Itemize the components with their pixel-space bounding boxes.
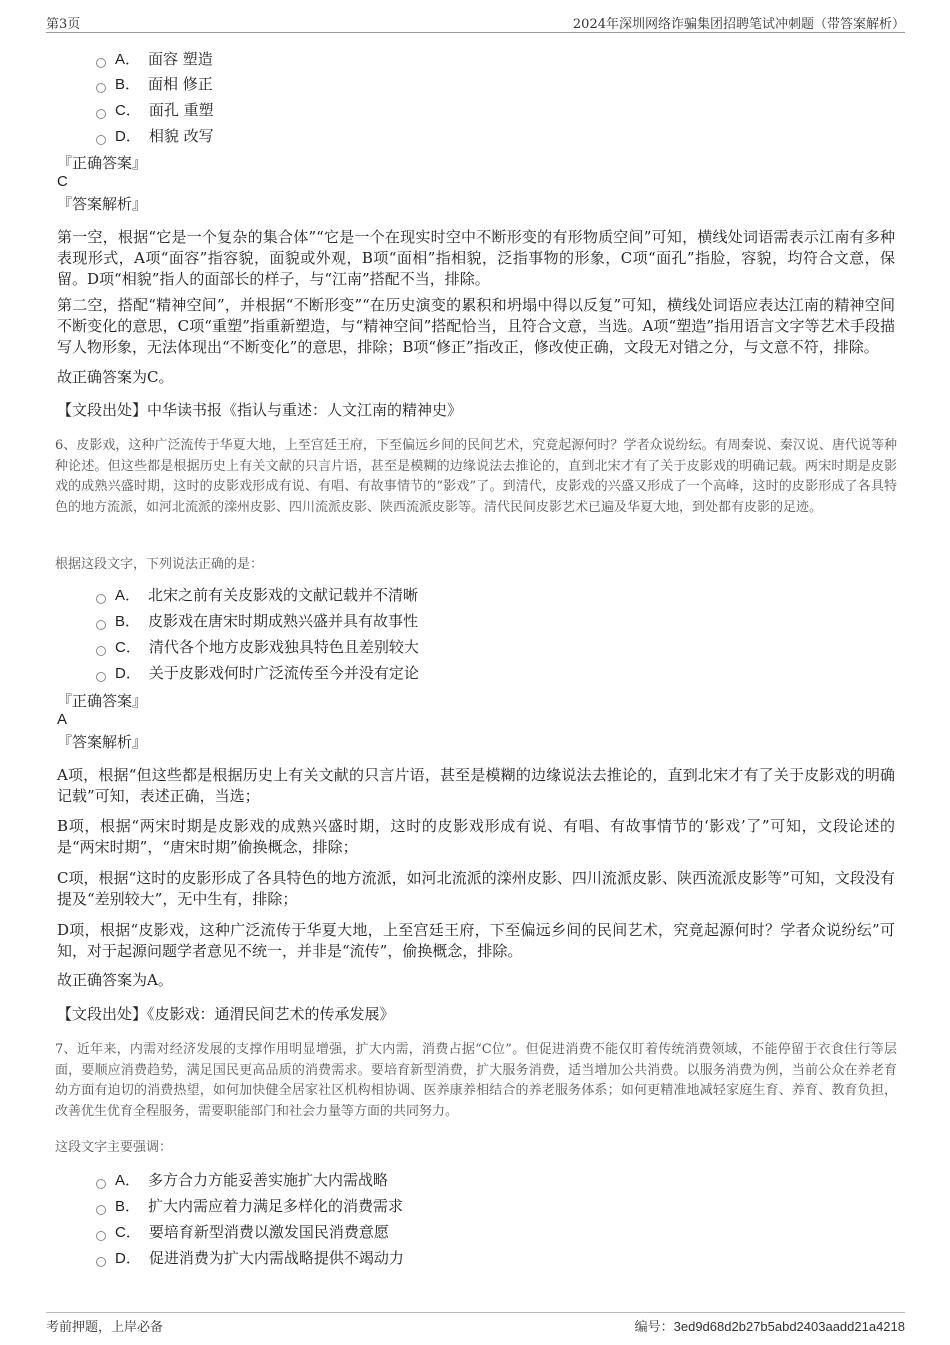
q6-answer: A <box>57 711 68 728</box>
q5-option-d[interactable]: D． 相貌 改写 <box>96 125 214 147</box>
q6-prompt: 根据这段文字，下列说法正确的是： <box>55 557 264 572</box>
radio-icon[interactable] <box>96 620 106 630</box>
q5-analysis-conclusion: 故正确答案为C。 <box>57 368 174 386</box>
q5-analysis-label: 『答案解析』 <box>57 195 148 213</box>
q5-option-c[interactable]: C． 面孔 重塑 <box>96 99 214 121</box>
q7-option-a[interactable]: A． 多方合力方能妥善实施扩大内需战略 <box>96 1169 388 1191</box>
q5-option-a[interactable]: A． 面容 塑造 <box>96 48 213 70</box>
q7-option-c[interactable]: C． 要培育新型消费以激发国民消费意愿 <box>96 1221 389 1243</box>
q6-analysis-label: 『答案解析』 <box>57 733 148 751</box>
q7-question: 7、近年来，内需对经济发展的支撑作用明显增强，扩大内需，消费占据“C位”。但促进消费不能仅盯着传统消费领域，不能停留于衣食住行等层面，要顺应消费趋势，满足国民更高品质的消费需求。要培育新型消费，扩大服务消费，适当增加公共消费。以服务消费为例，当前公众在养老育幼方面有迫切的消费热望，如何加快健全居家社区机构相协调、医养康养相结合的养老服务体系；如何更精准地减轻家庭生育、养育、教育负担，改善优生优育全程服务，需要职能部门和社会力量等方面的共同努力。 <box>55 1042 897 1119</box>
q5-answer: C <box>57 173 68 190</box>
radio-icon[interactable] <box>96 1231 106 1241</box>
page-footer <box>46 1312 905 1337</box>
radio-icon[interactable] <box>96 1179 106 1189</box>
q7-option-d[interactable]: D． 促进消费为扩大内需战略提供不竭动力 <box>96 1247 404 1269</box>
radio-icon[interactable] <box>96 1205 106 1215</box>
radio-icon[interactable] <box>96 135 106 145</box>
q6-option-c[interactable]: C． 清代各个地方皮影戏独具特色且差别较大 <box>96 636 419 658</box>
q6-analysis-b: B项，根据“两宋时期是皮影戏的成熟兴盛时期，这时的皮影戏形成有说、有唱、有故事情节的‘影戏’了”可知，文段论述的是“两宋时期”，“唐宋时期”偷换概念，排除； <box>57 817 895 856</box>
radio-icon[interactable] <box>96 672 106 682</box>
q5-answer-label: 『正确答案』 <box>57 154 148 172</box>
q5-analysis-p2: 第二空，搭配“精神空间”，并根据“不断形变”“在历史演变的累积和坍塌中得以反复”可知，横线处词语应表达江南的精神空间不断变化的意思，C项“重塑”指重新塑造，与“精神空间”搭配恰当，且符合文意，当选。A项“塑造”指用语言文字等艺术手段描写人物形象，无法体现出“不断变化”的意思，排除；B项“修正”指改正，修改使正确，文段无对错之分，与文意不符，排除。 <box>57 296 895 356</box>
document-code <box>635 1316 905 1335</box>
q5-analysis-p1: 第一空，根据“它是一个复杂的集合体”“它是一个在现实时空中不断形变的有形物质空间”可知，横线处词语需表示江南有多种表现形式，A项“面容”指容貌，面貌或外观，B项“面相”指相貌，泛指事物的形象，C项“面孔”指脸，容貌，均符合文意，保留。D项“相貌”指人的面部长的样子，与“江南”搭配不当，排除。 <box>57 228 895 288</box>
page-number: 第3页 <box>46 17 81 32</box>
q5-source: 【文段出处】中华读书报《指认与重述：人文江南的精神史》 <box>57 401 463 419</box>
footer-slogan: 考前押题，上岸必备 <box>46 1320 164 1335</box>
code-value: 3ed9d68d2b27b5abd2403aadd21a4218 <box>673 1319 905 1334</box>
radio-icon[interactable] <box>96 58 106 68</box>
q5-option-b[interactable]: B． 面相 修正 <box>96 73 213 95</box>
q6-option-d[interactable]: D． 关于皮影戏何时广泛流传至今并没有定论 <box>96 662 419 684</box>
document-title: 2024年深圳网络诈骗集团招聘笔试冲刺题（带答案解析） <box>572 17 905 32</box>
radio-icon[interactable] <box>96 83 106 93</box>
q6-analysis-c: C项，根据“这时的皮影形成了各具特色的地方流派，如河北流派的滦州皮影、四川流派皮影、陕西流派皮影等”可知，文段没有提及“差别较大”，无中生有，排除； <box>57 869 895 908</box>
q6-option-b[interactable]: B． 皮影戏在唐宋时期成熟兴盛并具有故事性 <box>96 610 418 632</box>
radio-icon[interactable] <box>96 646 106 656</box>
page-header <box>46 10 905 33</box>
q6-question: 6、皮影戏，这种广泛流传于华夏大地，上至宫廷王府，下至偏远乡间的民间艺术，究竟起源何时？学者众说纷纭。有周秦说、秦汉说、唐代说等种种论述。但这些都是根据历史上有关文献的只言片语，甚至是模糊的边缘说法去推论的，直到北宋才有了关于皮影戏的明确记载。两宋时期是皮影戏的成熟兴盛时期，这时的皮影戏形成有说、有唱、有故事情节的“影戏”了。到清代，皮影戏的兴盛又形成了一个高峰，这时的皮影形成了各具特色的地方流派，如河北流派的滦州皮影、四川流派皮影、陕西流派皮影等。清代民间皮影艺术已遍及华夏大地，到处都有皮影的足迹。 <box>55 438 897 515</box>
q7-prompt: 这段文字主要强调： <box>55 1140 173 1155</box>
q6-option-a[interactable]: A． 北宋之前有关皮影戏的文献记载并不清晰 <box>96 584 418 606</box>
q6-analysis-a: A项，根据“但这些都是根据历史上有关文献的只言片语，甚至是模糊的边缘说法去推论的，直到北宋才有了关于皮影戏的明确记载”可知，表述正确，当选； <box>57 766 895 805</box>
radio-icon[interactable] <box>96 1257 106 1267</box>
code-label: 编号： <box>634 1320 674 1335</box>
q6-analysis-conclusion: 故正确答案为A。 <box>57 971 173 989</box>
radio-icon[interactable] <box>96 594 106 604</box>
q7-option-b[interactable]: B． 扩大内需应着力满足多样化的消费需求 <box>96 1195 403 1217</box>
q6-analysis-d: D项，根据“皮影戏，这种广泛流传于华夏大地，上至宫廷王府，下至偏远乡间的民间艺术，究竟起源何时？学者众说纷纭”可知，对于起源问题学者意见不统一，并非是“流传”，偷换概念，排除。 <box>57 921 895 960</box>
q6-source: 【文段出处】《皮影戏：通渭民间艺术的传承发展》 <box>57 1005 395 1023</box>
q6-answer-label: 『正确答案』 <box>57 692 148 710</box>
radio-icon[interactable] <box>96 109 106 119</box>
